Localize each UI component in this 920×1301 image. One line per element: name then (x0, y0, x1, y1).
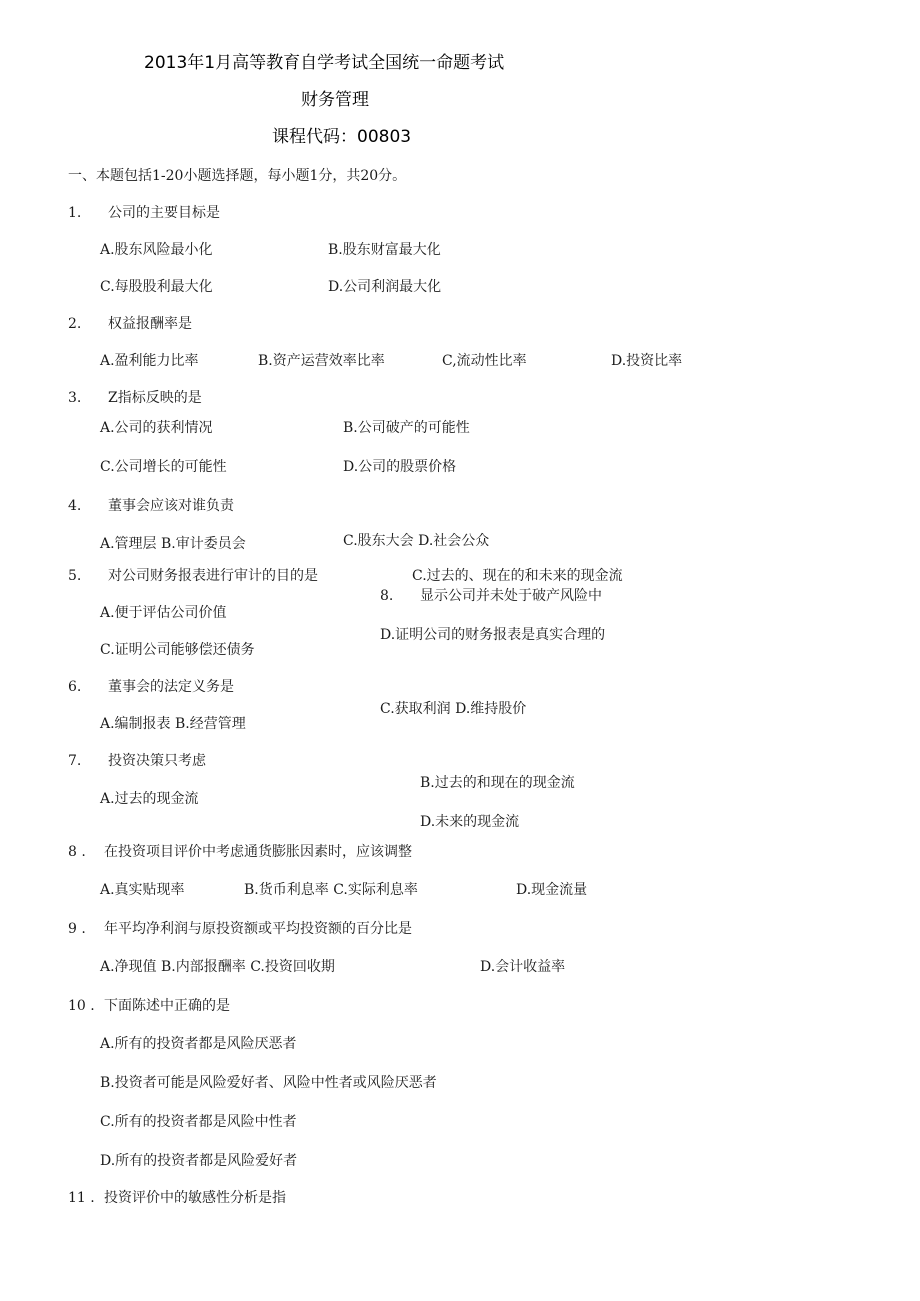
question-5-option-b: 显示公司并未处于破产风险中 (420, 588, 602, 604)
question-5-option-d: D.证明公司的财务报表是真实合理的 (380, 627, 606, 643)
question-3-number: 3. (68, 390, 82, 406)
question-2-option-a: A.盈利能力比率 (100, 353, 199, 369)
question-8-number: 8 . (68, 844, 86, 860)
question-5-option-b-number: 8. (380, 588, 394, 604)
question-6-number: 6. (68, 679, 82, 695)
question-10-option-d: D.所有的投资者都是风险爱好者 (100, 1153, 298, 1169)
question-9-options-abc: A.净现值 B.内部报酬率 C.投资回收期 (100, 959, 335, 975)
question-9-stem: 年平均净利润与原投资额或平均投资额的百分比是 (104, 921, 412, 937)
question-1-stem: 公司的主要目标是 (108, 205, 220, 221)
question-5-stem: 对公司财务报表进行审计的目的是 (108, 568, 318, 584)
question-5-option-c: C.证明公司能够偿还债务 (100, 642, 255, 658)
question-8-stem: 在投资项目评价中考虑通货膨胀因素时，应该调整 (104, 844, 412, 860)
question-8-option-a: A.真实贴现率 (100, 882, 185, 898)
question-8-options-bc: B.货币利息率 C.实际利息率 (244, 882, 418, 898)
question-5-number: 5. (68, 568, 82, 584)
question-9-number: 9 . (68, 921, 86, 937)
exam-title: 2013年1月高等教育自学考试全国统一命题考试 (144, 53, 505, 73)
question-10-option-b: B.投资者可能是风险爱好者、风险中性者或风险厌恶者 (100, 1075, 437, 1091)
question-1-number: 1. (68, 205, 82, 221)
question-1-option-d: D.公司利润最大化 (328, 279, 442, 295)
question-7-stem: 投资决策只考虑 (108, 753, 206, 769)
question-4-options-cd: C.股东大会 D.社会公众 (343, 533, 490, 549)
subject-name: 财务管理 (301, 90, 369, 110)
question-3-stem: Z指标反映的是 (108, 390, 202, 406)
question-8-option-d: D.现金流量 (516, 882, 588, 898)
question-10-number: 10 . (68, 998, 95, 1014)
question-4-stem: 董事会应该对谁负责 (108, 498, 234, 514)
question-5-option-a: A.便于评估公司价值 (100, 605, 227, 621)
question-7-option-a: A.过去的现金流 (100, 791, 199, 807)
course-code: 课程代码：00803 (272, 127, 412, 147)
question-6-options-cd: C.获取利润 D.维持股价 (380, 701, 527, 717)
question-7-option-d: D.未来的现金流 (420, 814, 520, 830)
question-7-number: 7. (68, 753, 82, 769)
question-11-number: 11 . (68, 1190, 95, 1206)
question-6-options-ab: A.编制报表 B.经营管理 (100, 716, 246, 732)
question-2-number: 2. (68, 316, 82, 332)
question-10-stem: 下面陈述中正确的是 (104, 998, 230, 1014)
question-3-option-d: D.公司的股票价格 (343, 459, 457, 475)
question-7-option-b: B.过去的和现在的现金流 (420, 775, 575, 791)
question-4-options-ab: A.管理层 B.审计委员会 (100, 536, 246, 552)
question-2-option-c: C,流动性比率 (442, 353, 527, 369)
section-instruction: 一、本题包括1-20小题选择题，每小题1分，共20分。 (68, 168, 407, 184)
question-6-stem: 董事会的法定义务是 (108, 679, 234, 695)
question-3-option-b: B.公司破产的可能性 (343, 420, 470, 436)
question-2-option-d: D.投资比率 (611, 353, 683, 369)
question-11-stem: 投资评价中的敏感性分析是指 (104, 1190, 286, 1206)
question-5-option-c-right: C.过去的、现在的和未来的现金流 (412, 568, 623, 584)
question-4-number: 4. (68, 498, 82, 514)
question-10-option-c: C.所有的投资者都是风险中性者 (100, 1114, 297, 1130)
question-2-stem: 权益报酬率是 (108, 316, 192, 332)
question-3-option-a: A.公司的获利情况 (100, 420, 213, 436)
question-2-option-b: B.资产运营效率比率 (258, 353, 385, 369)
question-1-option-c: C.每股股利最大化 (100, 279, 213, 295)
question-9-option-d: D.会计收益率 (480, 959, 566, 975)
question-1-option-b: B.股东财富最大化 (328, 242, 441, 258)
question-3-option-c: C.公司增长的可能性 (100, 459, 227, 475)
question-10-option-a: A.所有的投资者都是风险厌恶者 (100, 1036, 297, 1052)
question-1-option-a: A.股东风险最小化 (100, 242, 213, 258)
